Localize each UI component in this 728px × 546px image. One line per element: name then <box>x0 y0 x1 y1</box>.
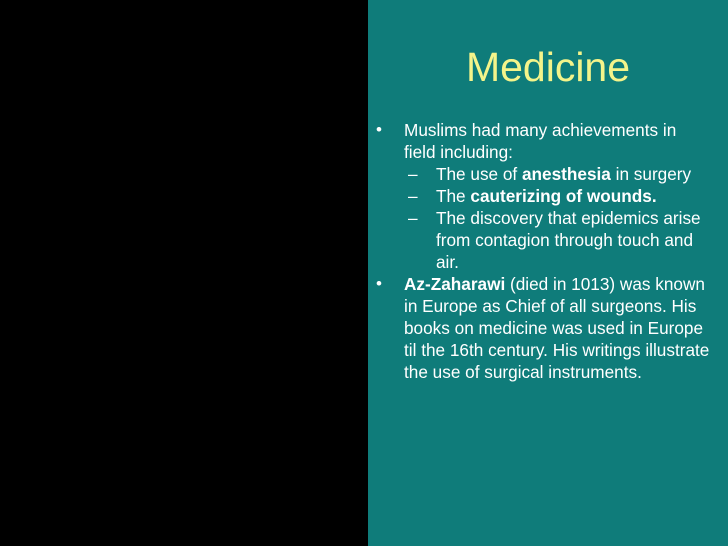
bullet-text: Az-Zaharawi (died in 1013) was known in Europe as Chief of all surgeons. His books on medicine was used in Europe til the 16th century. His writings illustrate the use of surgical instruments. <box>404 274 710 382</box>
slide-title: Medicine <box>465 44 631 90</box>
sub-bullet-item <box>372 163 712 185</box>
sub-bullet-text: The use of anesthesia in surgery <box>436 164 692 184</box>
bullet-item <box>372 273 712 383</box>
sub-bullet-text: The cauterizing of wounds. <box>436 186 657 206</box>
sub-bullet-item <box>372 207 712 273</box>
sub-bullet-text: The discovery that epidemics arise from contagion through touch and air. <box>436 208 701 272</box>
slide-body <box>372 119 712 383</box>
dash-marker: – <box>408 208 418 228</box>
dash-marker: – <box>408 186 418 206</box>
bullet-marker: • <box>376 120 382 139</box>
bullet-marker: • <box>376 274 382 293</box>
bullet-item <box>372 119 712 163</box>
dash-marker: – <box>408 164 418 184</box>
sub-bullet-item <box>372 185 712 207</box>
bullet-text: Muslims had many achievements in field including: <box>404 120 677 162</box>
